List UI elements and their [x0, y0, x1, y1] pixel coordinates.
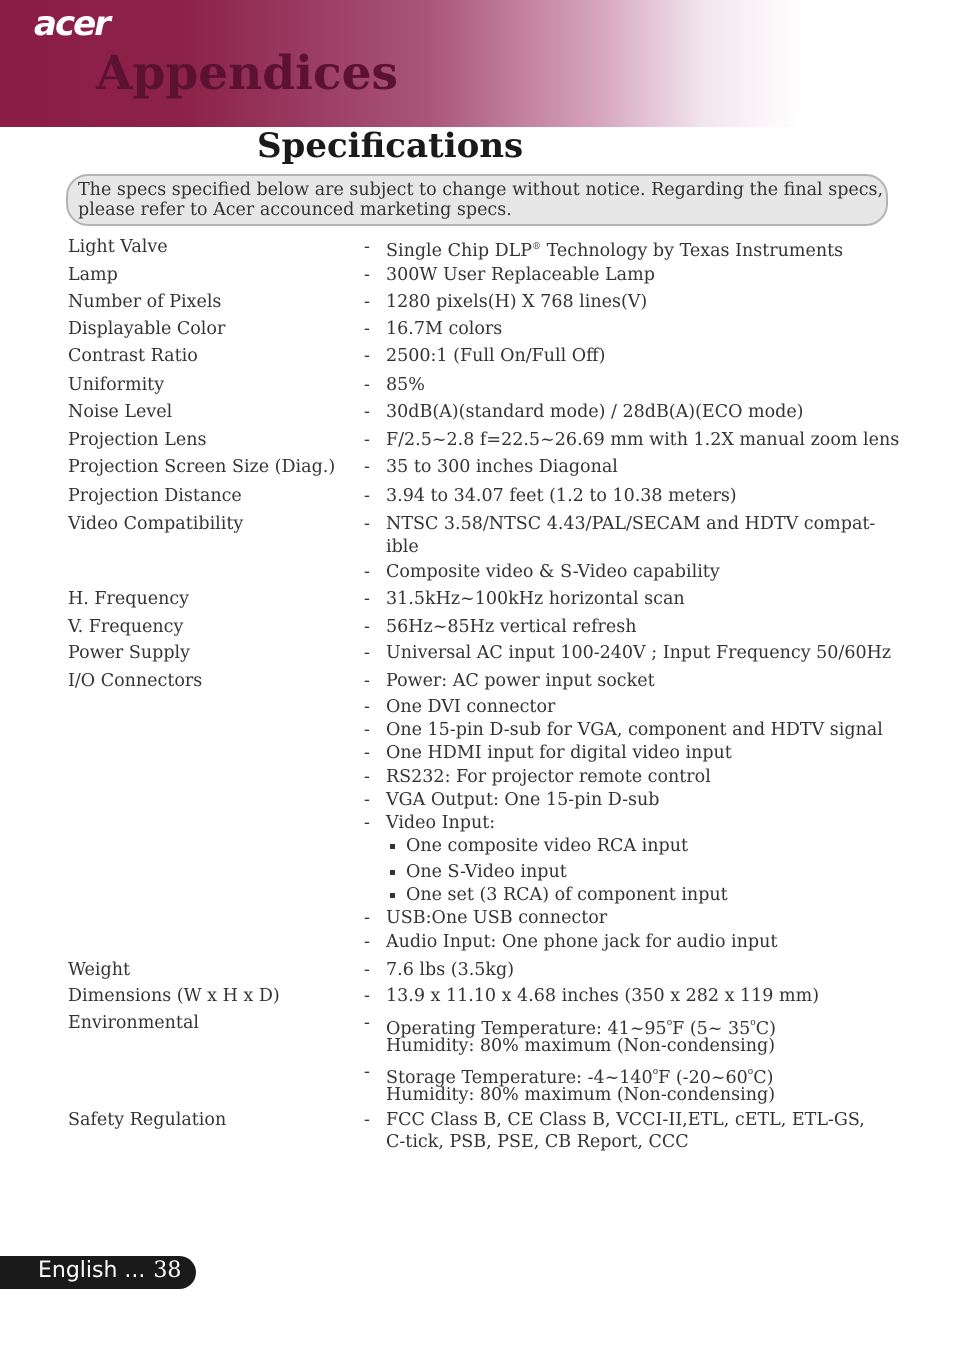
spec-dash: -	[364, 697, 370, 717]
spec-value: 7.6 lbs (3.5kg)	[386, 960, 515, 980]
spec-label: Noise Level	[68, 402, 173, 422]
spec-value-continued: C-tick, PSB, PSE, CB Report, CCC	[386, 1132, 689, 1152]
io-item: RS232: For projector remote control	[386, 767, 711, 787]
page-title: Appendices	[96, 46, 398, 101]
spec-label: Uniformity	[68, 375, 165, 395]
spec-value: 13.9 x 11.10 x 4.68 inches (350 x 282 x 119 mm)	[386, 986, 820, 1006]
spec-value: Universal AC input 100-240V ; Input Frequency 50/60Hz	[386, 643, 892, 663]
bullet-icon	[390, 893, 395, 898]
io-sub-item: One S-Video input	[406, 862, 567, 882]
spec-dash: -	[364, 514, 370, 534]
spec-dash: -	[364, 908, 370, 928]
spec-dash: -	[364, 237, 370, 257]
section-title: Specifications	[257, 126, 524, 166]
spec-value: 16.7M colors	[386, 319, 503, 339]
spec-dash: -	[364, 720, 370, 740]
spec-label: Dimensions (W x H x D)	[68, 986, 280, 1006]
io-item: VGA Output: One 15-pin D-sub	[386, 790, 660, 810]
spec-label: Projection Screen Size (Diag.)	[68, 457, 336, 477]
spec-label: Lamp	[68, 265, 118, 285]
spec-dash: -	[364, 767, 370, 787]
spec-dash: -	[364, 617, 370, 637]
storage-temperature: Storage Temperature: -4~140$^o$F (-20~60$^o$C)	[386, 1067, 774, 1088]
humidity-operating: Humidity: 80% maximum (Non-condensing)	[386, 1036, 776, 1056]
io-item: USB:One USB connector	[386, 908, 608, 928]
spec-dash: -	[364, 589, 370, 609]
spec-label: Number of Pixels	[68, 292, 222, 312]
spec-dash: -	[364, 671, 370, 691]
spec-dash: -	[364, 292, 370, 312]
acer-logo: acer	[34, 4, 109, 44]
io-sub-item: One set (3 RCA) of component input	[406, 885, 728, 905]
spec-value: 35 to 300 inches Diagonal	[386, 457, 618, 477]
spec-value: Composite video & S-Video capability	[386, 562, 720, 582]
spec-label: Video Compatibility	[68, 514, 244, 534]
spec-dash: -	[364, 960, 370, 980]
io-item: One HDMI input for digital video input	[386, 743, 732, 763]
spec-label: Weight	[68, 960, 131, 980]
bullet-icon	[390, 844, 395, 849]
degree-mark: o	[652, 1067, 659, 1077]
spec-dash: -	[364, 643, 370, 663]
degree-mark: o	[666, 1018, 673, 1028]
spec-dash: -	[364, 562, 370, 582]
io-item: One 15-pin D-sub for VGA, component and HDTV signal	[386, 720, 883, 740]
spec-dash: -	[364, 486, 370, 506]
spec-value: 3.94 to 34.07 feet (1.2 to 10.38 meters)	[386, 486, 737, 506]
spec-dash: -	[364, 457, 370, 477]
degree-mark: o	[747, 1067, 754, 1077]
notice-line-1: The specs specified below are subject to change without notice. Regarding the final specs,	[78, 180, 884, 200]
io-item: Audio Input: One phone jack for audio input	[386, 932, 778, 952]
spec-value: F/2.5~2.8 f=22.5~26.69 mm with 1.2X manual zoom lens	[386, 430, 900, 450]
humidity-storage: Humidity: 80% maximum (Non-condensing)	[386, 1085, 776, 1105]
spec-label: Power Supply	[68, 643, 191, 663]
spec-value: NTSC 3.58/NTSC 4.43/PAL/SECAM and HDTV compat-	[386, 514, 876, 534]
spec-label: Environmental	[68, 1013, 199, 1033]
spec-value: 300W User Replaceable Lamp	[386, 265, 655, 285]
spec-dash: -	[364, 813, 370, 833]
spec-value: FCC Class B, CE Class B, VCCI-II,ETL, cETL, ETL-GS,	[386, 1110, 865, 1130]
spec-label: Projection Distance	[68, 486, 242, 506]
registered-mark: ®	[532, 242, 542, 252]
spec-value: 1280 pixels(H) X 768 lines(V)	[386, 292, 648, 312]
page-number: 38	[153, 1258, 182, 1283]
spec-value-continued: ible	[386, 537, 419, 557]
spec-value: 85%	[386, 375, 425, 395]
footer-text	[38, 1258, 181, 1283]
spec-dash: -	[364, 986, 370, 1006]
spec-value: 30dB(A)(standard mode) / 28dB(A)(ECO mode)	[386, 402, 804, 422]
spec-dash: -	[364, 932, 370, 952]
io-sub-item: One composite video RCA input	[406, 836, 689, 856]
spec-dash: -	[364, 319, 370, 339]
spec-dash: -	[364, 402, 370, 422]
spec-dash: -	[364, 743, 370, 763]
spec-dash: -	[364, 265, 370, 285]
spec-dash: -	[364, 346, 370, 366]
spec-label: Projection Lens	[68, 430, 207, 450]
io-item: Power: AC power input socket	[386, 671, 655, 691]
page-footer	[0, 1256, 196, 1289]
spec-dash: -	[364, 1110, 370, 1130]
spec-label: Safety Regulation	[68, 1110, 227, 1130]
spec-label: I/O Connectors	[68, 671, 203, 691]
spec-dash: -	[364, 430, 370, 450]
footer-language: English ...	[38, 1258, 146, 1283]
spec-dash: -	[364, 790, 370, 810]
io-item: One DVI connector	[386, 697, 556, 717]
degree-mark: o	[750, 1018, 756, 1028]
notice-line-2: please refer to Acer accounced marketing specs.	[78, 200, 512, 220]
spec-label: Contrast Ratio	[68, 346, 198, 366]
bullet-icon	[390, 870, 395, 875]
spec-dash: -	[364, 1013, 370, 1033]
spec-dash: -	[364, 375, 370, 395]
spec-label: Displayable Color	[68, 319, 226, 339]
spec-value: 31.5kHz~100kHz horizontal scan	[386, 589, 685, 609]
spec-label: Light Valve	[68, 237, 168, 257]
spec-value: 2500:1 (Full On/Full Off)	[386, 346, 606, 366]
spec-value: 56Hz~85Hz vertical refresh	[386, 617, 637, 637]
spec-label: V. Frequency	[68, 617, 184, 637]
operating-temperature: Operating Temperature: 41~95$^o$F (5~ 35$^o$C)	[386, 1018, 776, 1039]
io-item: Video Input:	[386, 813, 496, 833]
spec-value: Single Chip DLP® Technology by Texas Instruments	[386, 240, 844, 261]
spec-dash: -	[364, 1062, 370, 1082]
spec-label: H. Frequency	[68, 589, 190, 609]
